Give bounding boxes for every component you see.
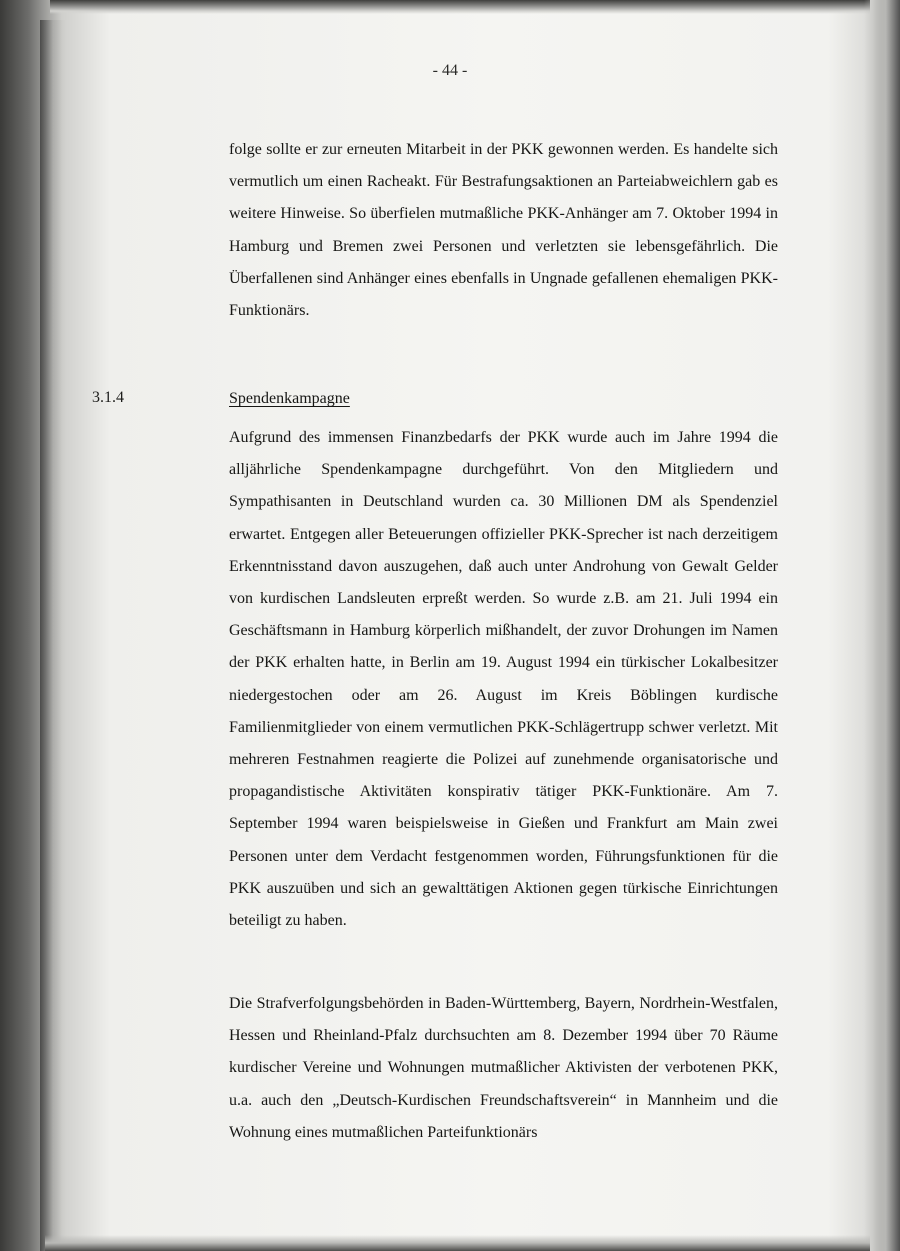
scan-binding-shadow (40, 20, 66, 1251)
paragraph-searches: Die Strafverfolgungsbehörden in Baden-Württemberg, Bayern, Nordrhein-Westfalen, Hessen und Rheinland-Pfalz durchsuchten am 8. Dezember 1994 über 70 Räume kurdischer Vereine und Wohnungen mutmaßlicher Aktivisten der verbotenen PKK, u.a. auch den „Deutsch-Kurdischen Freundschaftsverein“ in Mannheim und die Wohnung eines mutmaßlichen Parteifunktionärs (229, 995, 778, 1141)
section-heading: Spendenkampagne (229, 390, 350, 407)
paragraph-continuation: folge sollte er zur erneuten Mitarbeit in der PKK gewonnen werden. Es handelte sich vermutlich um einen Racheakt. Für Bestrafungsaktionen an Parteiabweichlern gab es weitere Hinweise. So überfielen mutmaßliche PKK-Anhänger am 7. Oktober 1994 in Hamburg und Bremen zwei Personen und verletzten sie lebensgefährlich. Die Überfallenen sind Anhänger eines ebenfalls in Ungnade gefallenen ehemaligen PKK-Funktionärs. (229, 141, 778, 320)
scan-right-edge (864, 0, 900, 1251)
page-number: - 44 - (432, 62, 468, 79)
section-number: 3.1.4 (92, 389, 124, 406)
scan-top-edge (50, 0, 870, 14)
paragraph-donation-campaign: Aufgrund des immensen Finanzbedarfs der PKK wurde auch im Jahre 1994 die alljährliche Spendenkampagne durchgeführt. Von den Mitgliedern und Sympathisanten in Deutschland wurden ca. 30 Millionen DM als Spendenziel erwartet. Entgegen aller Beteuerungen offizieller PKK-Sprecher ist nach derzeitigem Erkenntnisstand davon auszugehen, daß auch unter Androhung von Gewalt Gelder von kurdischen Landsleuten erpreßt werden. So wurde z.B. am 21. Juli 1994 ein Geschäftsmann in Hamburg körperlich mißhandelt, der zuvor Drohungen im Namen der PKK erhalten hatte, in Berlin am 19. August 1994 ein türkischer Lokalbesitzer niedergestochen oder am 26. August im Kreis Böblingen kurdische Familienmitglieder von einem vermutlichen PKK-Schlägertrupp schwer verletzt. Mit mehreren Festnahmen reagierte die Polizei auf zunehmende organisatorische und propagandistische Aktivitäten konspirativ tätiger PKK-Funktionäre. Am 7. September 1994 waren beispielsweise in Gießen und Frankfurt am Main zwei Personen unter dem Verdacht festgenommen worden, Führungsfunktionen für die PKK auszuüben und sich an gewalttätigen Aktionen gegen türkische Einrichtungen beteiligt zu haben. (229, 429, 778, 930)
scan-bottom-edge (45, 1235, 870, 1251)
